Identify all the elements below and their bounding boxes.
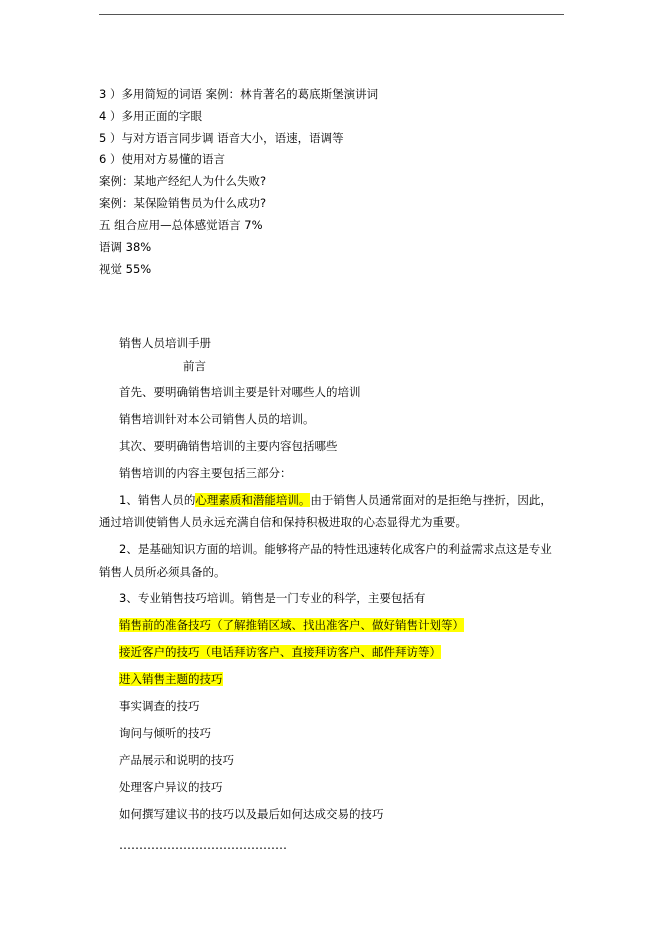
paragraph-2: 销售培训针对本公司销售人员的培训。 — [119, 412, 315, 426]
skill-highlighted-2-text: 接近客户的技巧（电话拜访客户、直接拜访客户、邮件拜访等） — [119, 645, 441, 659]
skill-plain-5: 如何撰写建议书的技巧以及最后如何达成交易的技巧 — [119, 807, 384, 821]
skill-highlighted-3 — [119, 671, 223, 687]
tone-percent: 语调 38% — [99, 240, 152, 254]
case-example-1: 案例：某地产经纪人为什么失败? — [99, 174, 267, 188]
skill-highlighted-2 — [119, 644, 441, 660]
skill-plain-2: 询问与倾听的技巧 — [119, 726, 211, 740]
manual-title: 销售人员培训手册 — [119, 336, 211, 350]
skill-highlighted-3-text: 进入销售主题的技巧 — [119, 672, 223, 686]
skill-plain-3: 产品展示和说明的技巧 — [119, 753, 234, 767]
item-1-line-2: 通过培训使销售人员永远充满自信和保持积极进取的心态显得尤为重要。 — [99, 515, 467, 529]
skill-highlighted-1-text: 销售前的准备技巧（了解推销区域、找出准客户、做好销售计划等） — [119, 618, 464, 632]
item-2-line-1: 2、是基础知识方面的培训。能够将产品的特性迅速转化成客户的利益需求点这是专业 — [119, 542, 552, 556]
paragraph-4: 销售培训的内容主要包括三部分： — [119, 466, 292, 480]
item-1-rest: 由于销售人员通常面对的是拒绝与挫折，因此， — [310, 493, 552, 507]
case-example-2: 案例：某保险销售员为什么成功? — [99, 196, 267, 210]
skill-plain-1: 事实调查的技巧 — [119, 699, 200, 713]
item-1-prefix: 1、销售人员的 — [119, 493, 196, 507]
skill-plain-4: 处理客户异议的技巧 — [119, 780, 223, 794]
item-2-line-2: 销售人员所必须具备的。 — [99, 565, 226, 579]
paragraph-1: 首先、要明确销售培训主要是针对哪些人的培训 — [119, 385, 361, 399]
list-item-6: 6 ）使用对方易懂的语言 — [99, 152, 225, 166]
section-five-heading: 五 组合应用—总体感觉语言 7% — [99, 218, 263, 232]
ellipsis-dots: …………………………………… — [119, 838, 287, 852]
item-1-line-1 — [119, 492, 552, 508]
list-item-4: 4 ）多用正面的字眼 — [99, 109, 202, 123]
preface-heading: 前言 — [183, 359, 206, 373]
header-rule — [99, 14, 564, 15]
skill-highlighted-1 — [119, 617, 464, 633]
item-3-line-1: 3、专业销售技巧培训。销售是一门专业的科学，主要包括有 — [119, 591, 426, 605]
paragraph-3: 其次、要明确销售培训的主要内容包括哪些 — [119, 439, 338, 453]
list-item-3: 3 ）多用简短的词语 案例：林肯著名的葛底斯堡演讲词 — [99, 87, 379, 101]
visual-percent: 视觉 55% — [99, 262, 152, 276]
list-item-5: 5 ）与对方语言同步调 语音大小，语速，语调等 — [99, 131, 344, 145]
item-1-highlight: 心理素质和潜能培训。 — [195, 493, 311, 507]
